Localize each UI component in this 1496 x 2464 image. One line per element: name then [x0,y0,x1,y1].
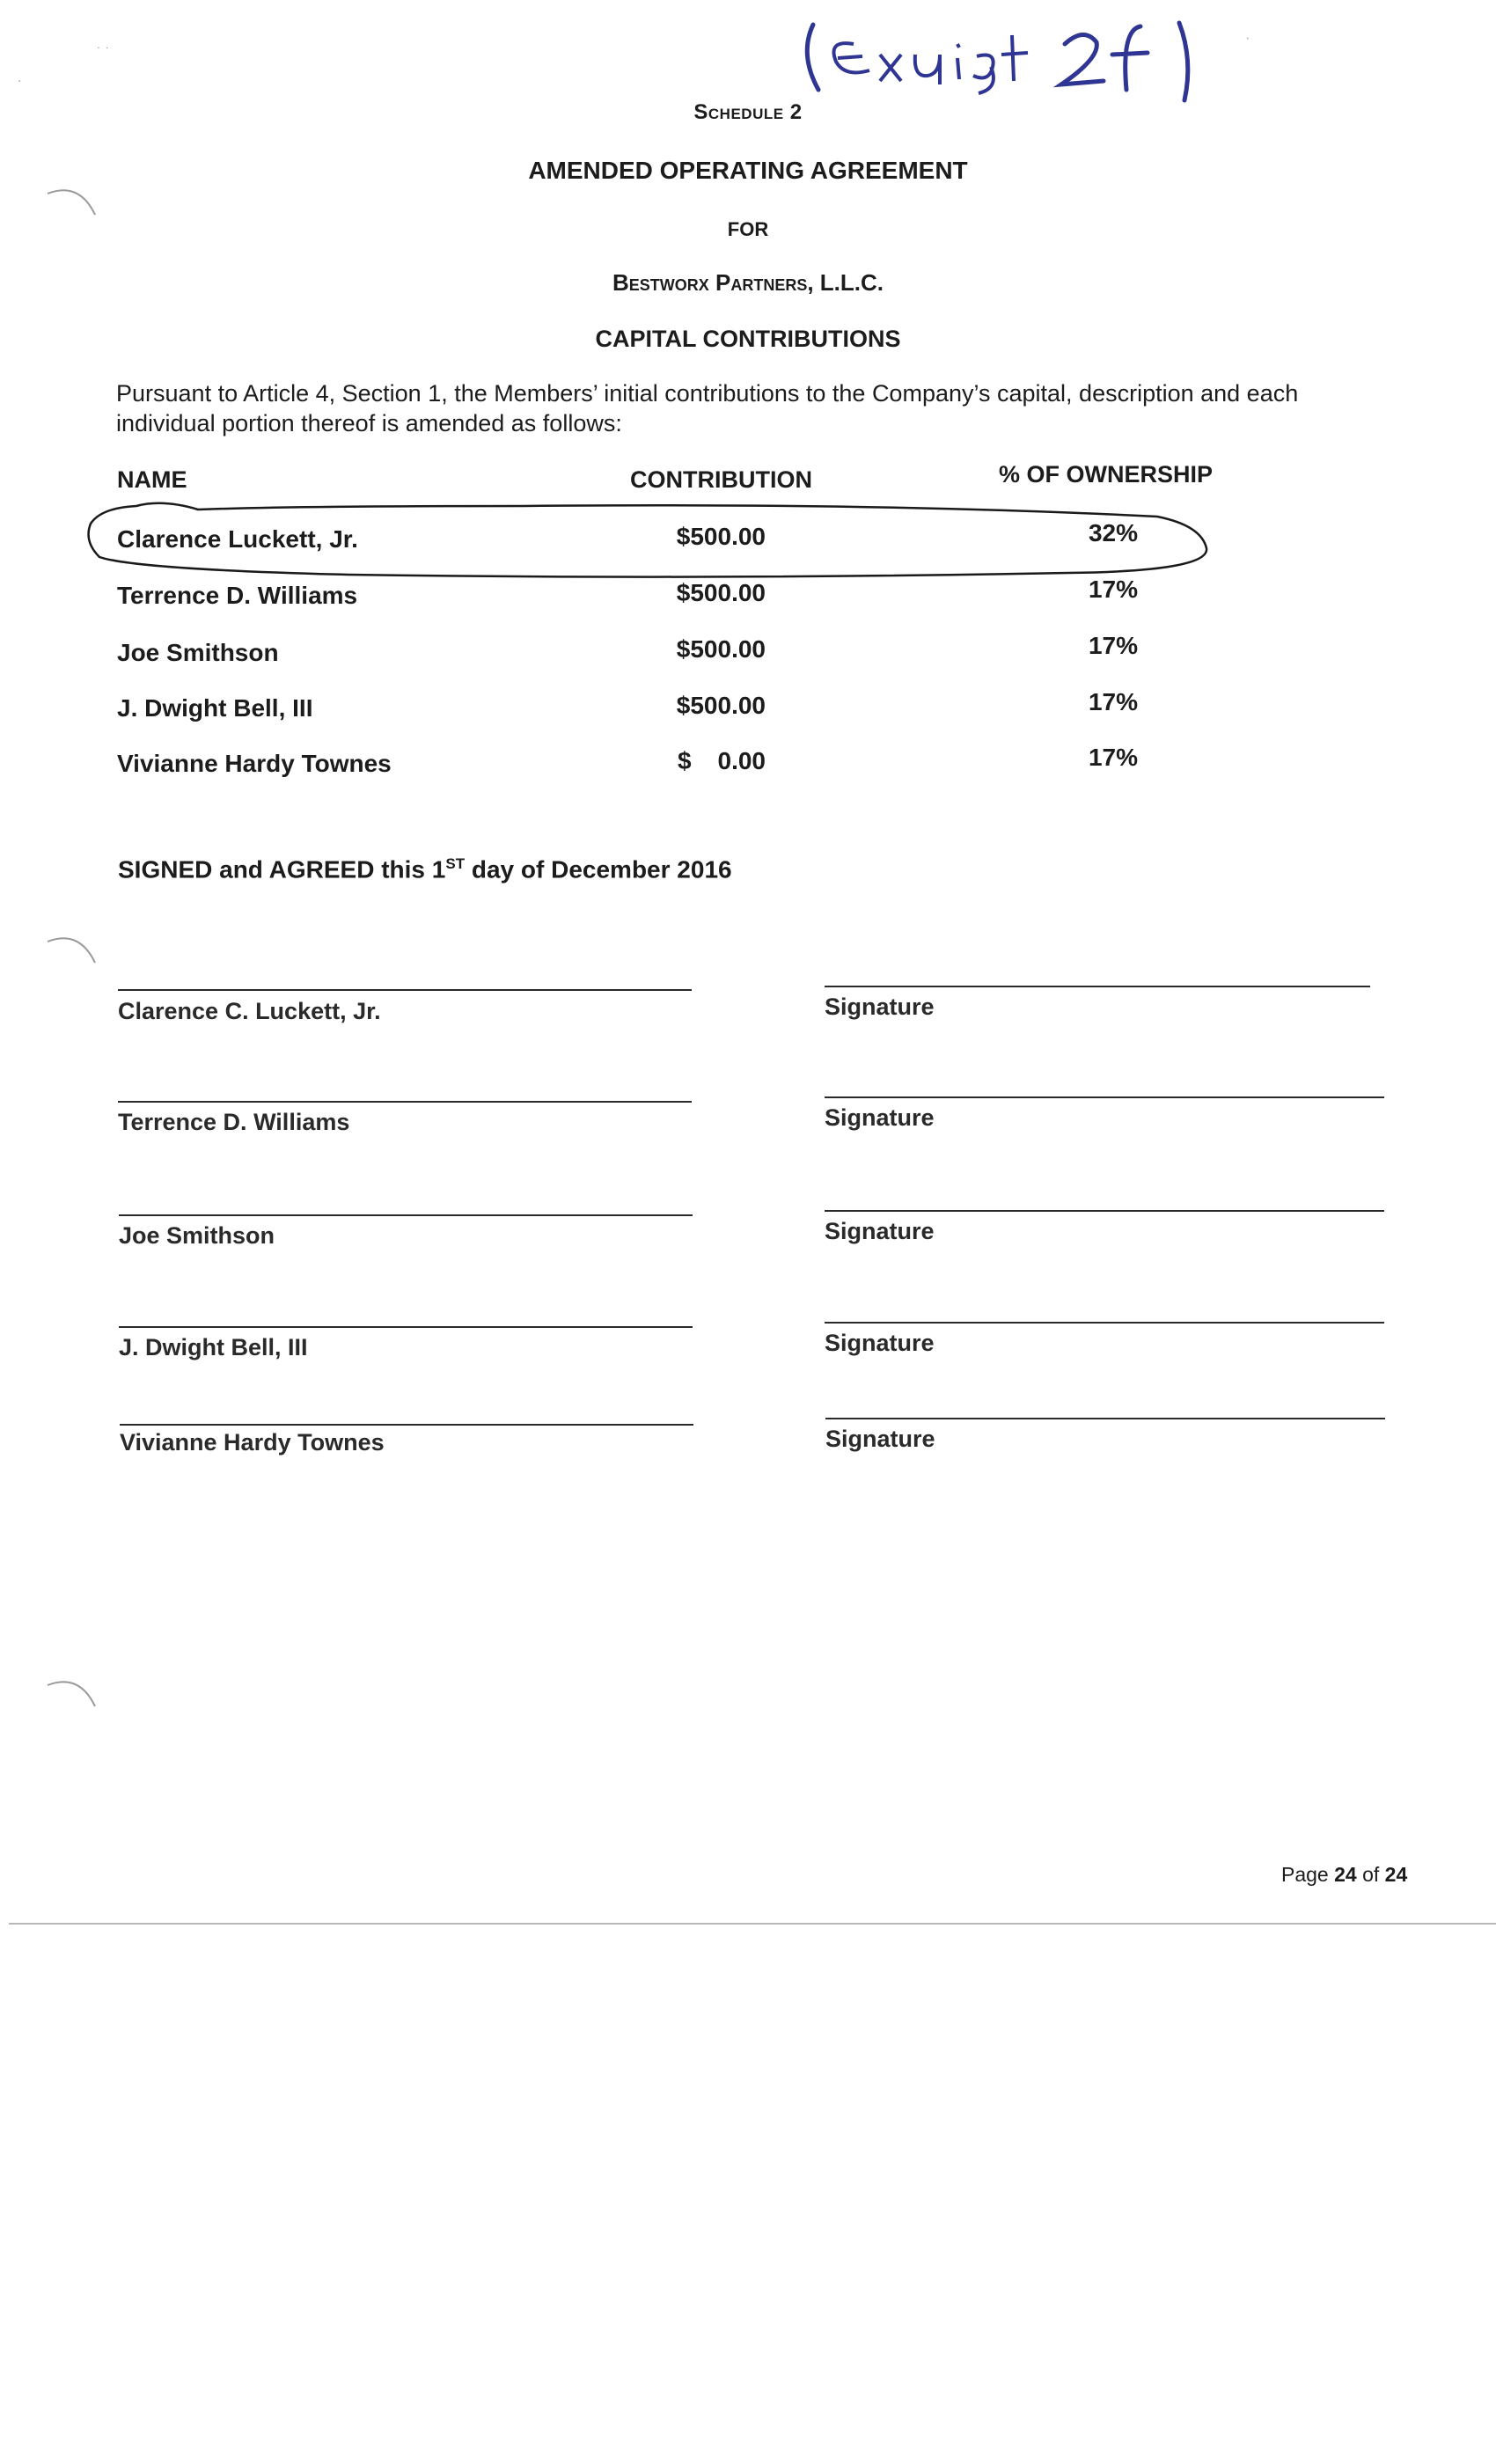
scan-speck: . [18,70,22,85]
printed-name: Vivianne Hardy Townes [120,1429,385,1456]
section-title: CAPITAL CONTRIBUTIONS [595,326,901,352]
column-header-ownership: % OF OWNERSHIP [999,461,1214,488]
name-line [119,1326,693,1328]
signature-label: Signature [825,1426,935,1452]
printed-name: J. Dwight Bell, III [119,1334,308,1360]
schedule-heading: Schedule 2 [693,100,803,124]
row-name: J. Dwight Bell, III [117,694,313,722]
row-ownership: 17% [1088,576,1139,603]
name-line [118,989,692,991]
page-number: Page 24 of 24 [1281,1863,1408,1886]
row-ownership: 17% [1088,632,1139,659]
intro-paragraph: Pursuant to Article 4, Section 1, the Members’ initial contributions to the Company’s capital, description and each individual portion thereof is amended as follows: [116,380,1299,436]
signature-line [825,986,1370,987]
row-name: Clarence Luckett, Jr. [117,525,358,553]
name-line [120,1424,693,1426]
binder-hole-mark [44,933,106,968]
row-name: Vivianne Hardy Townes [117,750,392,777]
signed-agreed-statement: SIGNED and AGREED this 1ST day of December 2016 [118,855,732,884]
name-line [119,1214,693,1216]
binder-hole-mark [44,1676,106,1712]
row-name: Joe Smithson [117,639,279,666]
scan-speck: · [1245,31,1250,46]
handwritten-exhibit-note [792,9,1250,106]
document-title: AMENDED OPERATING AGREEMENT [528,157,968,184]
printed-name: Terrence D. Williams [118,1109,350,1135]
signature-line [825,1322,1384,1324]
signature-line [825,1418,1385,1419]
row-ownership: 32% [1088,519,1139,546]
for-label: FOR [727,218,769,240]
binder-hole-mark [44,185,106,220]
signature-line [825,1210,1384,1212]
row-ownership: 17% [1088,744,1139,771]
printed-name: Clarence C. Luckett, Jr. [118,998,381,1024]
column-header-name: NAME [117,466,187,493]
signature-label: Signature [825,994,935,1020]
signature-line [825,1096,1384,1098]
column-header-contribution: CONTRIBUTION [630,466,812,493]
name-line [118,1101,692,1103]
company-name: Bestworx Partners, L.L.C. [612,269,884,296]
row-name: Terrence D. Williams [117,582,358,609]
row-ownership: 17% [1088,688,1139,715]
signature-label: Signature [825,1104,935,1131]
printed-name: Joe Smithson [119,1222,275,1249]
page-edge-line [9,1923,1496,1925]
signature-label: Signature [825,1218,935,1244]
scan-speck: ˙ ˙ [97,46,111,61]
signature-label: Signature [825,1330,935,1356]
